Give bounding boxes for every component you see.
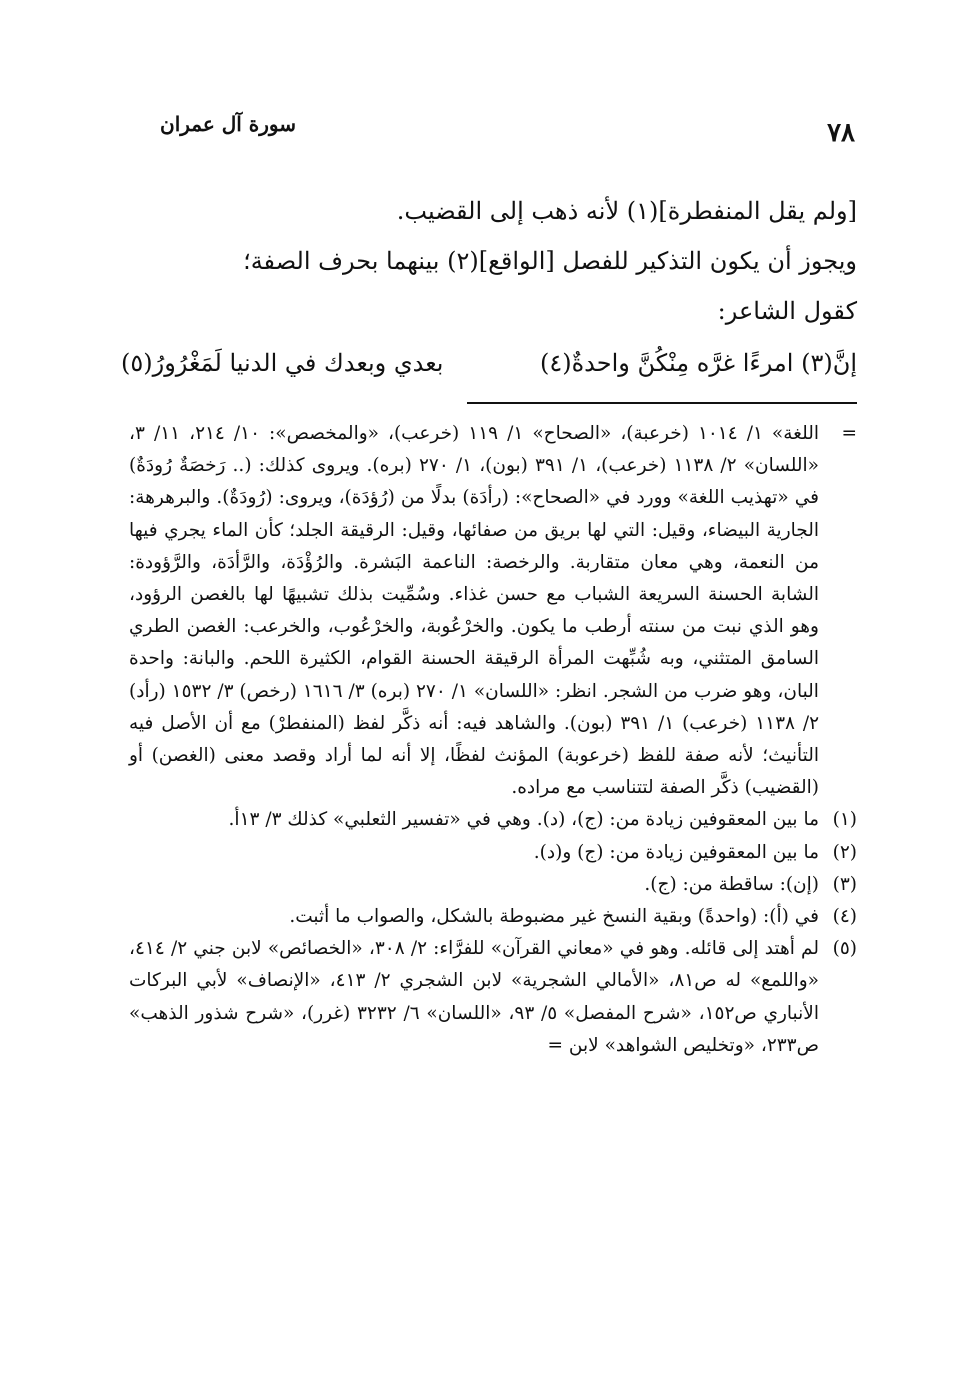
footnote-text: ما بين المعقوفين زيادة من: (ج) و(د).: [533, 841, 819, 863]
footnote-4: [129, 901, 857, 933]
footnote-continuation: [129, 418, 857, 804]
poetry-verse: [117, 338, 857, 388]
verse-second-hemistich: بعدي وبعدك في الدنيا لَمَغْرُورُ(٥): [121, 349, 444, 377]
main-line-1: [ولم يقل المنفطرة](١) لأنه ذهب إلى القضيب.: [396, 197, 857, 225]
footnote-text: في (أ): (واحدةً) وبقية النسخ غير مضبوطة بالشكل، والصواب ما أثبت.: [289, 906, 819, 928]
footnote-mark: =: [841, 423, 857, 444]
page-number: ٧٨: [827, 118, 855, 148]
footnote-mark: (١): [832, 809, 857, 831]
footnote-mark: (٣): [832, 873, 857, 895]
main-line-3: كقول الشاعر:: [717, 297, 857, 325]
footnote-text: اللغة» ١/ ١٠١٤ (خرعبة)، «الصحاح» ١/ ١١٩ (خرعب)، «والمخصص»: ١٠/ ٢١٤، ١١/ ٣، «اللسان» ٢/ ١١٣٨ (خرعب)، ١/ ٣٩١ (بون)، ١/ ٢٧٠ (بره). ويروى كذلك: (.. رَخصَةٌ رُودَةٌ) في «تهذيب اللغة» وورد في «الصحاح»: (رأدَة) بدلًا من (رُؤدَة)، ويروى: (رُودَةٌ). والبرهرهة: الجارية البيضاء، وقيل: التي لها بريق من صفائها، وقيل: الرقيقة الجلد؛ كأن الماء يجري فيها من النعمة، وهي معان متقاربة. والرخصة: الناعمة البَشرة. والرُؤْدَة، والرَّأدَة، والرَّؤودة: الشابة الحسنة السريعة الشباب مع حسن غذاء. وسُمِّيت بذلك تشبيهًا لها بالغصن الرؤود، وهو الذي نبت من سنته أرطب ما يكون. والخرْعُوبة، والخرْعُوب، والخرعب: الغصن الطري السامق المتثني، وبه شُبِّهت المرأة الرقيقة الحسنة القوام، الكثيرة اللحم. والبانة: واحدة البان، وهو ضرب من الشجر. انظر: «اللسان» ١/ ٢٧٠ (بره) ٣/ ١٦١٦ (رخص) ٣/ ١٥٣٢ (رأد) ٢/ ١١٣٨ (خرعب) ١/ ٣٩١ (بون). والشاهد فيه: أنه ذكَّر لفظ (المنفطرْ) مع أن الأصل فيه التأنيث؛ لأنه صفة للفظ (خرعوبة) المؤنث لفظًا، إلا أنه لما أراد وقصد معنى (الغصن) أو (القضيب) ذكَّر الصفة لتتناسب مع مراده.: [129, 423, 819, 799]
footnote-1: [129, 804, 857, 836]
footnote-3: [129, 869, 857, 901]
verse-first-hemistich: إنَّ(٣) امرءًا غرَّه مِنْكُنَّ واحدةٌ(٤): [539, 349, 857, 377]
footnote-text: لم أهتد إلى قائله. وهو في «معاني القرآن» للفرَّاء: ٢/ ٣٠٨، «الخصائص» لابن جني ٢/ ٤١٤، «واللمع» له ص٨١، «الأمالي الشجرية» لابن الشجري ٢/ ٤١٣، «الإنصاف» لأبي البركات الأنباري ص١٥٢، «شرح المفصل» ٥/ ٩٣، «اللسان» ٦/ ٣٢٣٢ (غرر)، «شرح شذور الذهب» ص٢٣٣، «وتخليص الشواهد» لابن =: [129, 938, 819, 1056]
footnote-2: [129, 837, 857, 869]
running-title: سورة آل عمران: [160, 112, 297, 136]
footnote-5: [129, 933, 857, 1062]
footnote-text: (إن): ساقطة من: (ج).: [644, 873, 819, 895]
footnotes: [129, 418, 857, 1062]
footnote-text: ما بين المعقوفين زيادة من: (ج)، (د). وهي في «تفسير الثعلبي» كذلك ٣/ ١٣أ.: [228, 809, 819, 831]
footnote-mark: (٢): [832, 841, 857, 863]
main-text: [117, 186, 857, 388]
main-line-2: ويجوز أن يكون التذكير للفصل [الواقع](٢) بينهما بحرف الصفة؛: [243, 247, 857, 275]
footnote-mark: (٥): [832, 938, 857, 960]
footnote-mark: (٤): [832, 906, 857, 928]
footnote-separator: [467, 402, 857, 404]
